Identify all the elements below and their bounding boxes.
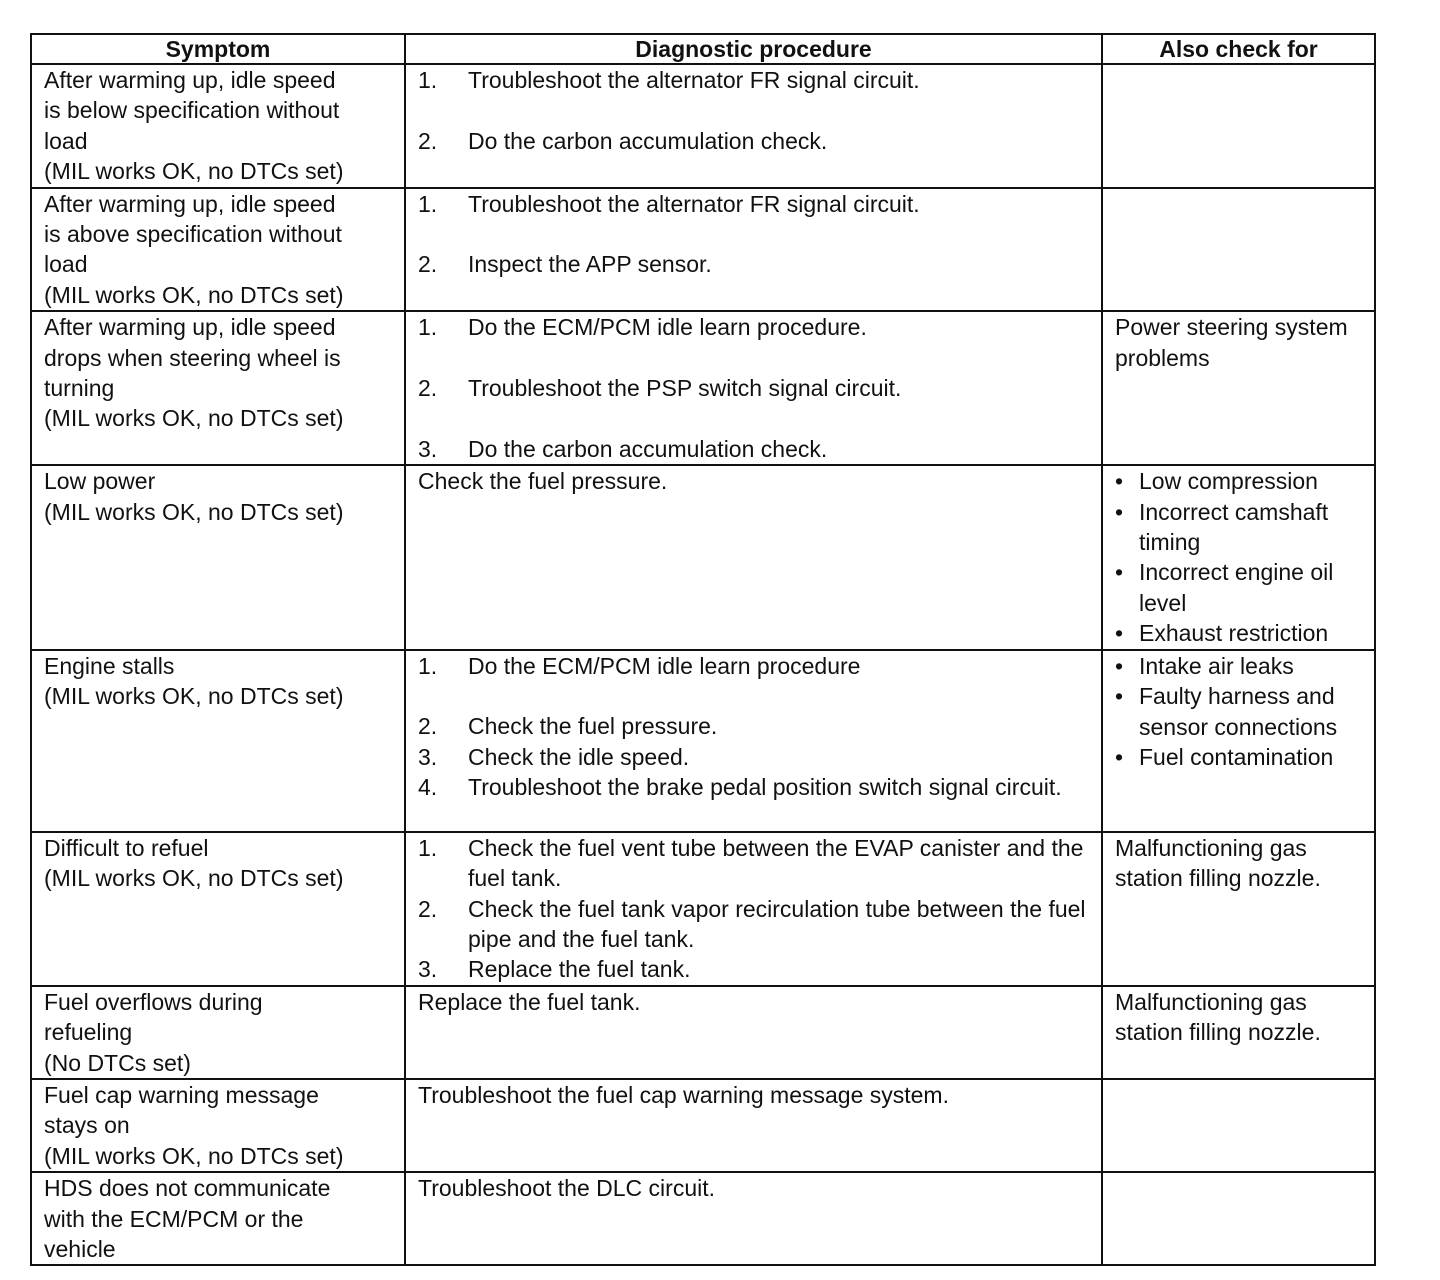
step-number: 1. <box>418 67 438 93</box>
symptom-text: Fuel overflows during <box>44 988 263 1015</box>
diagnostic-table <box>30 33 1376 1266</box>
bullet-icon: • <box>1115 559 1124 586</box>
bullet-icon: • <box>1115 652 1124 679</box>
symptom-text: turning <box>44 375 115 402</box>
step-number: 2. <box>418 251 438 278</box>
symptom-cell <box>31 650 405 832</box>
also-check-cell <box>1102 832 1375 986</box>
procedure-cell <box>405 650 1102 832</box>
symptom-text: (MIL works OK, no DTCs set) <box>44 498 344 525</box>
also-check-cell <box>1102 64 1375 188</box>
bullet-icon: • <box>1115 498 1124 525</box>
symptom-cell <box>31 1079 405 1172</box>
step-text: Check the fuel tank vapor recirculation tube between the fuel pipe and the fuel tank. <box>468 895 1086 952</box>
procedure-cell <box>405 465 1102 649</box>
step-text: Inspect the APP sensor. <box>468 251 712 278</box>
procedure-cell <box>405 64 1102 188</box>
procedure-text: Troubleshoot the DLC circuit. <box>418 1175 716 1202</box>
procedure-cell <box>405 311 1102 465</box>
also-check-cell <box>1102 986 1375 1079</box>
header-row <box>31 34 1375 64</box>
also-check-cell <box>1102 1079 1375 1172</box>
symptom-text: Engine stalls <box>44 652 175 679</box>
step-text: Troubleshoot the alternator FR signal circuit. <box>468 190 920 217</box>
also-check-cell <box>1102 188 1375 312</box>
symptom-text: is below specification without <box>44 97 340 124</box>
also-check-cell <box>1102 311 1375 465</box>
step-text: Troubleshoot the brake pedal position switch signal circuit. <box>468 774 1062 801</box>
table-row <box>31 465 1375 649</box>
procedure-cell <box>405 1079 1102 1172</box>
symptom-cell <box>31 465 405 649</box>
symptom-text: (MIL works OK, no DTCs set) <box>44 405 344 432</box>
also-check-cell <box>1102 465 1375 649</box>
symptom-text: (No DTCs set) <box>44 1049 191 1076</box>
procedure-text: Replace the fuel tank. <box>418 988 641 1015</box>
table-row <box>31 832 1375 986</box>
procedure-step <box>418 742 1095 772</box>
symptom-cell <box>31 986 405 1079</box>
procedure-step <box>418 833 1095 894</box>
also-check-list <box>1115 651 1368 773</box>
also-check-list <box>1115 466 1368 648</box>
header-also-check: Also check for <box>1102 34 1375 64</box>
symptom-text: with the ECM/PCM or the <box>44 1205 304 1232</box>
step-text: Troubleshoot the PSP switch signal circuit. <box>468 375 902 402</box>
step-number: 3. <box>418 956 438 983</box>
step-text: Check the idle speed. <box>468 743 690 770</box>
step-number: 2. <box>418 713 438 740</box>
symptom-cell <box>31 311 405 465</box>
procedure-text: Troubleshoot the fuel cap warning message system. <box>418 1081 949 1108</box>
list-item: • Fuel contamination <box>1115 742 1368 772</box>
symptom-text: drops when steering wheel is <box>44 344 341 371</box>
symptom-text: Low power <box>44 468 156 495</box>
symptom-text: is above specification without <box>44 221 342 248</box>
symptom-cell <box>31 832 405 986</box>
step-number: 2. <box>418 895 438 922</box>
procedure-text: Check the fuel pressure. <box>418 468 668 495</box>
list-item: • Faulty harness and sensor connections <box>1115 683 1338 740</box>
step-text: Replace the fuel tank. <box>468 956 691 983</box>
symptom-cell <box>31 64 405 188</box>
symptom-text: stays on <box>44 1112 130 1139</box>
procedure-step <box>418 249 1095 279</box>
symptom-text: vehicle <box>44 1235 116 1262</box>
step-text: Check the fuel pressure. <box>468 713 718 740</box>
procedure-step <box>418 126 1095 156</box>
step-text: Troubleshoot the alternator FR signal circuit. <box>468 67 920 93</box>
procedure-cell <box>405 986 1102 1079</box>
symptom-text: (MIL works OK, no DTCs set) <box>44 1142 344 1169</box>
symptom-text: load <box>44 251 88 278</box>
table-row <box>31 188 1375 312</box>
symptom-text: After warming up, idle speed <box>44 67 336 93</box>
step-text: Do the carbon accumulation check. <box>468 435 828 462</box>
procedure-step <box>418 189 1095 219</box>
table-row <box>31 1079 1375 1172</box>
symptom-text: load <box>44 127 88 154</box>
step-number: 3. <box>418 743 438 770</box>
also-check-cell <box>1102 1172 1375 1265</box>
symptom-text: After warming up, idle speed <box>44 190 336 217</box>
list-item: • Intake air leaks <box>1115 651 1368 681</box>
also-check-text: Malfunctioning gas station filling nozzle. <box>1115 834 1321 892</box>
procedure-step <box>418 651 1095 681</box>
procedure-step <box>418 894 1095 955</box>
step-text: Check the fuel vent tube between the EVAP canister and the fuel tank. <box>468 834 1084 892</box>
bullet-icon: • <box>1115 620 1124 647</box>
step-text: Do the carbon accumulation check. <box>468 127 828 154</box>
table-row <box>31 311 1375 465</box>
symptom-cell <box>31 188 405 312</box>
symptom-text: HDS does not communicate <box>44 1175 331 1202</box>
procedure-step <box>418 434 1095 464</box>
step-number: 2. <box>418 127 438 154</box>
step-number: 4. <box>418 774 438 801</box>
table-row <box>31 64 1375 188</box>
procedure-step <box>418 954 1095 984</box>
procedure-step <box>418 373 1095 403</box>
list-item: • Incorrect engine oil level <box>1115 559 1334 616</box>
step-number: 3. <box>418 435 438 462</box>
procedure-step <box>418 65 1095 95</box>
header-procedure: Diagnostic procedure <box>405 34 1102 64</box>
symptom-cell <box>31 1172 405 1265</box>
procedure-step <box>418 312 1095 342</box>
step-number: 1. <box>418 190 438 217</box>
symptom-text: refueling <box>44 1019 133 1046</box>
procedure-cell <box>405 1172 1102 1265</box>
list-item: • Low compression <box>1115 466 1368 496</box>
table-row <box>31 650 1375 832</box>
procedure-cell <box>405 188 1102 312</box>
symptom-text: (MIL works OK, no DTCs set) <box>44 281 344 308</box>
symptom-text: Fuel cap warning message <box>44 1081 319 1108</box>
list-item: • Incorrect camshaft timing <box>1115 498 1329 556</box>
symptom-text: (MIL works OK, no DTCs set) <box>44 865 344 892</box>
bullet-icon: • <box>1115 683 1124 710</box>
header-symptom: Symptom <box>31 34 405 64</box>
symptom-text: (MIL works OK, no DTCs set) <box>44 158 344 185</box>
step-text: Do the ECM/PCM idle learn procedure <box>468 652 861 679</box>
procedure-step <box>418 772 1095 802</box>
also-check-text: Malfunctioning gas station filling nozzle. <box>1115 988 1321 1046</box>
procedure-cell <box>405 832 1102 986</box>
bullet-icon: • <box>1115 743 1124 770</box>
step-number: 1. <box>418 314 438 341</box>
step-number: 1. <box>418 834 438 861</box>
table-row <box>31 986 1375 1079</box>
step-number: 1. <box>418 652 438 679</box>
symptom-text: (MIL works OK, no DTCs set) <box>44 683 344 710</box>
list-item: • Exhaust restriction <box>1115 618 1368 648</box>
procedure-step <box>418 711 1095 741</box>
also-check-text: Power steering system problems <box>1115 314 1348 371</box>
step-text: Do the ECM/PCM idle learn procedure. <box>468 314 867 341</box>
symptom-text: Difficult to refuel <box>44 834 209 861</box>
bullet-icon: • <box>1115 468 1124 495</box>
table-row <box>31 1172 1375 1265</box>
step-number: 2. <box>418 375 438 402</box>
symptom-text: After warming up, idle speed <box>44 314 336 341</box>
also-check-cell <box>1102 650 1375 832</box>
